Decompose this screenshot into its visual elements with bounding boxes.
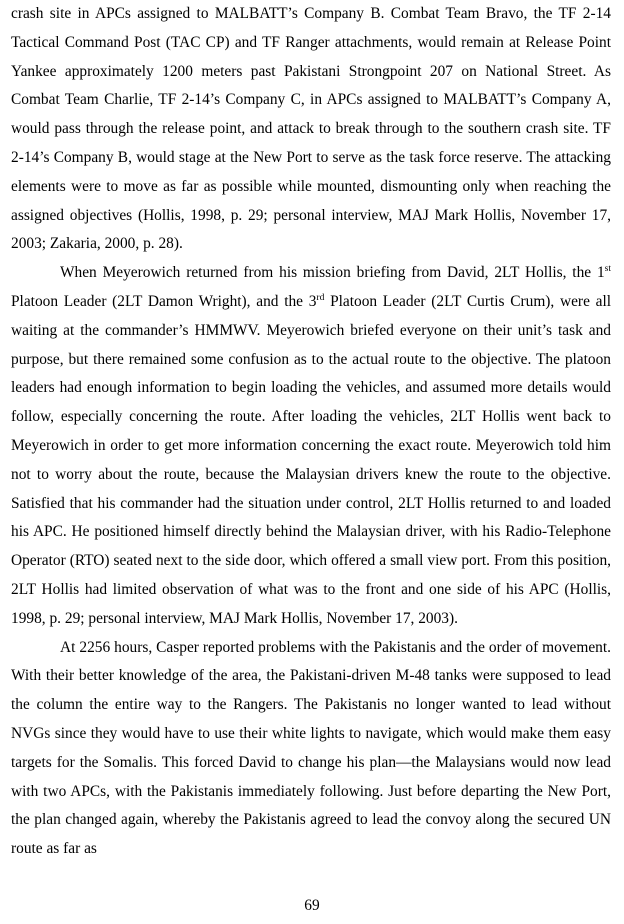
paragraph-2-part-1: When Meyerowich returned from his mission briefing from David, 2LT Hollis, the 1 bbox=[60, 264, 605, 282]
paragraph-2-part-2: Platoon Leader (2LT Damon Wright), and the 3 bbox=[11, 292, 317, 310]
ordinal-superscript: st bbox=[604, 264, 611, 275]
paragraph-2 bbox=[11, 259, 611, 633]
paragraph-1: crash site in APCs assigned to MALBATT’s Company B. Combat Team Bravo, the TF 2-14 Tactical Command Post (TAC CP) and TF Ranger attachments, would remain at Release Point Yankee approximately 1200 meters past Pakistani Strongpoint 207 on National Street. As Combat Team Charlie, TF 2-14’s Company C, in APCs assigned to MALBATT’s Company A, would pass through the release point, and attack to break through to the southern crash site. TF 2-14’s Company B, would stage at the New Port to serve as the task force reserve. The attacking elements were to move as far as possible while mounted, dismounting only when reaching the assigned objectives (Hollis, 1998, p. 29; personal interview, MAJ Mark Hollis, November 17, 2003; Zakaria, 2000, p. 28). bbox=[11, 5, 611, 253]
ordinal-superscript: rd bbox=[316, 292, 325, 303]
document-page bbox=[11, 0, 611, 864]
paragraph-3: At 2256 hours, Casper reported problems with the Pakistanis and the order of movement. With their better knowledge of the area, the Pakistani-driven M-48 tanks were supposed to lead the column the entire way to the Rangers. The Pakistanis no longer wanted to lead without NVGs since they would have to use their white lights to navigate, which would make them easy targets for the Somalis. This forced David to change his plan—the Malaysians would now lead with two APCs, with the Pakistanis immediately following. Just before departing the New Port, the plan changed again, whereby the Pakistanis agreed to lead the convoy along the secured UN route as far as bbox=[11, 638, 611, 858]
page-number: 69 bbox=[304, 897, 320, 914]
paragraph-2-part-3: Platoon Leader (2LT Curtis Crum), were all waiting at the commander’s HMMWV. Meyerowich briefed everyone on their unit’s task and purpose, but there remained some confusion as to the actual route to the objective. The platoon leaders had enough information to begin loading the vehicles, and assumed more details would follow, especially concerning the route. After loading the vehicles, 2LT Hollis went back to Meyerowich in order to get more information concerning the exact route. Meyerowich told him not to worry about the route, because the Malaysian drivers knew the route to the objective. Satisfied that his commander had the situation under control, 2LT Hollis returned to and loaded his APC. He positioned himself directly behind the Malaysian driver, with his Radio-Telephone Operator (RTO) seated next to the side door, which offered a small view port. From this position, 2LT Hollis had limited observation of what was to the front and one side of his APC (Hollis, 1998, p. 29; personal interview, MAJ Mark Hollis, November 17, 2003). bbox=[11, 292, 611, 627]
